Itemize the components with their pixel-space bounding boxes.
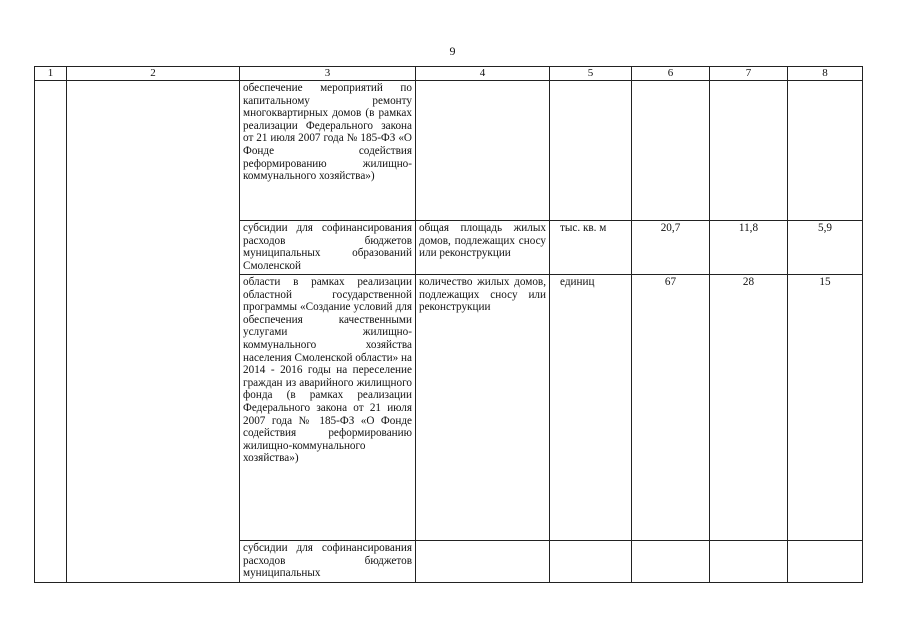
column-header: 6 (632, 67, 710, 81)
cell-measure-description: обеспечение мероприятий по капитальному ремонту многоквартирных домов (в рамках реализации Федерального закона от 21 июля 2007 года № 185-ФЗ «О Фонде содействия реформированию жилищно-коммунального хозяйства») (240, 81, 416, 221)
table-row (35, 81, 863, 221)
column-header: 2 (67, 67, 240, 81)
cell-value (710, 81, 788, 221)
column-header: 1 (35, 67, 67, 81)
cell-value: 5,9 (788, 221, 863, 275)
cell-unit (550, 81, 632, 221)
cell-value: 67 (632, 275, 710, 541)
cell-value: 28 (710, 275, 788, 541)
cell-indicator (416, 541, 550, 583)
column-header: 5 (550, 67, 632, 81)
cell-unit: тыс. кв. м (550, 221, 632, 275)
cell-col1 (35, 81, 67, 583)
cell-measure-description: области в рамках реализации областной государственной программы «Создание условий для обеспечения качественными услугами жилищно-коммунального хозяйства населения Смоленской области» на 2014 - 2016 годы на переселение граждан из аварийного жилищного фонда (в рамках реализации Федерального закона от 21 июля 2007 года № 185-ФЗ «О Фонде содействия реформированию жилищно-коммунального хозяйства») (240, 275, 416, 541)
page-number: 9 (449, 44, 456, 58)
cell-value: 15 (788, 275, 863, 541)
cell-value (710, 541, 788, 583)
cell-value (788, 81, 863, 221)
cell-measure-description: субсидии для софинансирования расходов бюджетов муниципальных (240, 541, 416, 583)
column-header: 3 (240, 67, 416, 81)
document-table (34, 66, 863, 583)
cell-indicator: общая площадь жилых домов, подлежащих сносу или реконструкции (416, 221, 550, 275)
column-header-row (35, 67, 863, 81)
cell-unit: единиц (550, 275, 632, 541)
cell-value (632, 81, 710, 221)
cell-indicator: количество жилых домов, подлежащих сносу или реконструкции (416, 275, 550, 541)
cell-unit (550, 541, 632, 583)
cell-value (632, 541, 710, 583)
column-header: 8 (788, 67, 863, 81)
cell-value: 20,7 (632, 221, 710, 275)
cell-measure-description: субсидии для софинансирования расходов бюджетов муниципальных образований Смоленской (240, 221, 416, 275)
cell-col2 (67, 81, 240, 583)
column-header: 4 (416, 67, 550, 81)
cell-value: 11,8 (710, 221, 788, 275)
cell-indicator (416, 81, 550, 221)
column-header: 7 (710, 67, 788, 81)
cell-value (788, 541, 863, 583)
